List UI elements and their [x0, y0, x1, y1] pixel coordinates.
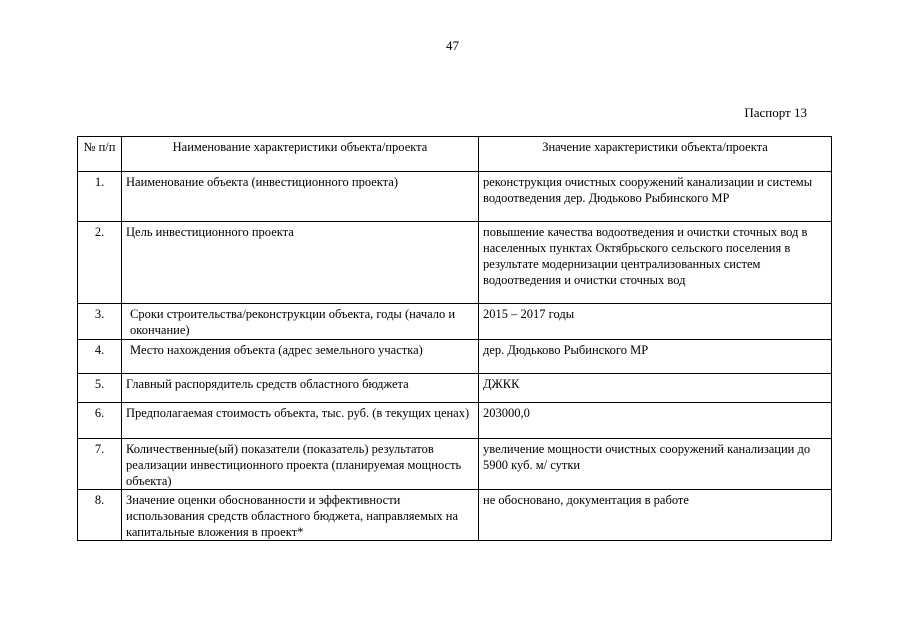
row-name: Место нахождения объекта (адрес земельного участка)	[122, 340, 479, 374]
row-num: 8.	[78, 490, 122, 541]
table-row	[78, 340, 832, 374]
passport-table	[77, 136, 832, 541]
header-num: № п/п	[78, 137, 122, 172]
row-num: 5.	[78, 374, 122, 403]
row-name: Наименование объекта (инвестиционного проекта)	[122, 172, 479, 222]
table-row	[78, 439, 832, 490]
row-name: Количественные(ый) показатели (показатель) результатов реализации инвестиционного проекта (планируемая мощность объекта)	[122, 439, 479, 490]
row-name: Сроки строительства/реконструкции объекта, годы (начало и окончание)	[122, 304, 479, 340]
row-name: Цель инвестиционного проекта	[122, 222, 479, 304]
table-row	[78, 222, 832, 304]
header-value: Значение характеристики объекта/проекта	[479, 137, 832, 172]
row-value: 2015 – 2017 годы	[479, 304, 832, 340]
table-row	[78, 374, 832, 403]
row-num: 1.	[78, 172, 122, 222]
row-value: дер. Дюдьково Рыбинского МР	[479, 340, 832, 374]
row-num: 7.	[78, 439, 122, 490]
passport-label: Паспорт 13	[744, 105, 807, 120]
table-row	[78, 172, 832, 222]
row-value: реконструкция очистных сооружений канализации и системы водоотведения дер. Дюдьково Рыбинского МР	[479, 172, 832, 222]
row-num: 2.	[78, 222, 122, 304]
table-row	[78, 304, 832, 340]
row-value: ДЖКК	[479, 374, 832, 403]
row-num: 4.	[78, 340, 122, 374]
row-value: не обосновано, документация в работе	[479, 490, 832, 541]
header-name: Наименование характеристики объекта/проекта	[122, 137, 479, 172]
row-value: 203000,0	[479, 403, 832, 439]
table-row	[78, 403, 832, 439]
table-header-row	[78, 137, 832, 172]
row-value: увеличение мощности очистных сооружений канализации до 5900 куб. м/ сутки	[479, 439, 832, 490]
row-name: Главный распорядитель средств областного бюджета	[122, 374, 479, 403]
row-name: Значение оценки обоснованности и эффективности использования средств областного бюджета, направляемых на капитальные вложения в проект*	[122, 490, 479, 541]
row-num: 3.	[78, 304, 122, 340]
page-number: 47	[446, 38, 459, 53]
table-row	[78, 490, 832, 541]
row-num: 6.	[78, 403, 122, 439]
row-value: повышение качества водоотведения и очистки сточных вод в населенных пунктах Октябрьского сельского поселения в результате модернизации централизованных систем водоотведения и очистки сточных вод	[479, 222, 832, 304]
row-name: Предполагаемая стоимость объекта, тыс. руб. (в текущих ценах)	[122, 403, 479, 439]
